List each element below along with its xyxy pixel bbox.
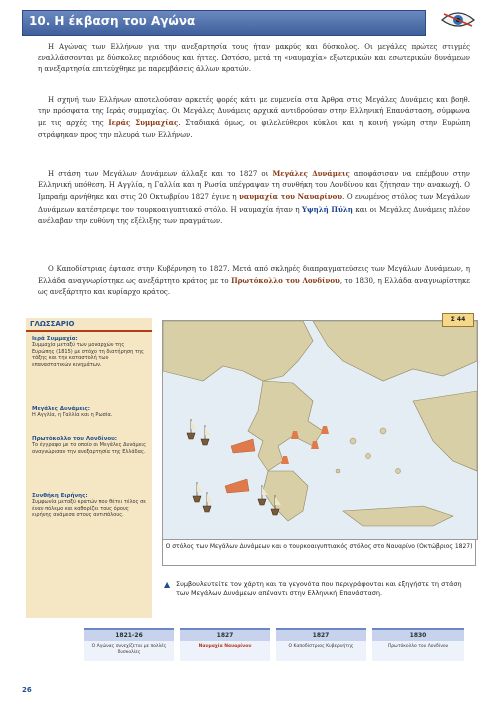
ship-icon <box>187 419 197 439</box>
glossary-definition: Συμμαχία μεταξύ των μοναρχών της Ευρώπης (1815) με στόχο τη διατήρηση της τάξης και την καταστολή των επαναστατικών κινημάτων. <box>32 342 144 368</box>
london-protocol-term: Πρωτόκολλο του Λονδίνου <box>231 276 340 286</box>
glossary-term: Πρωτόκολλο του Λονδίνου: <box>32 436 118 442</box>
paragraph-2 <box>38 95 470 141</box>
eye-logo-icon <box>440 8 476 32</box>
paragraph-2-text-b: . Σταδιακά όμως, οι φιλελεύθεροι κύκλοι και η κοινή γνώμη στην Ευρώπη στράφηκαν προς την πλευρά των Ελλήνων. <box>38 119 471 139</box>
paragraph-3-text-c: . Ο ενωμένος στόλος των Μεγάλων Δυνάμεων κατέστρεψε τον τουρκοαιγυπτιακό στόλο. Η ναυμαχία ήταν η <box>38 193 470 214</box>
holy-alliance-term: Ιεράς Συμμαχίας <box>108 118 179 128</box>
glossary-entry <box>32 336 148 368</box>
paragraph-4-text-b: , το 1830, η Ελλάδα αναγνωρίστηκε ως ανεξάρτητο και κυρίαρχο κράτος. <box>38 277 470 297</box>
timeline-event: Ο Αγώνας συνεχίζεται με πολλές δυσκολίες <box>84 641 174 661</box>
timeline-event: Ο Καποδίστριας Κυβερνήτης <box>276 641 366 661</box>
paragraph-1 <box>38 42 470 76</box>
triangle-bullet-icon: ▲ <box>164 580 171 589</box>
paragraph-3-text-d: και οι Μεγάλες Δυνάμεις πλέον ανέλαβαν την ευθύνη της εξέλιξης των πραγμάτων. <box>38 205 471 225</box>
timeline-year: 1827 <box>180 628 270 642</box>
timeline-strip <box>84 628 464 662</box>
glossary-definition: Το έγγραφο με το οποίο οι Μεγάλες Δυνάμεις αναγνώρισαν την ανεξαρτησία της Ελλάδας. <box>32 442 147 455</box>
timeline-year: 1821-26 <box>84 628 174 642</box>
map-caption: Ο στόλος των Μεγάλων Δυνάμεων και ο τουρκοαιγυπτιακός στόλος στο Ναυαρίνο (Οκτώβριος 1827) <box>162 540 476 566</box>
glossary-definition: Συμφωνία μεταξύ κρατών που θέτει τέλος σε έναν πόλεμο και καθορίζει τους όρους ειρήνης ανάμεσα στους αντιπάλους. <box>32 499 146 519</box>
timeline-event: Πρωτόκολλο του Λονδίνου <box>372 641 464 661</box>
glossary-entry <box>32 436 148 455</box>
paragraph-4-text-a: Ο Καποδίστριας έφτασε στην Κυβέρνηση το 1827. Μετά από σκληρές διαπραγματεύσεις των Μεγάλων Δυνάμεων, η Ελλάδα αναγνωρίστηκε ως ανεξάρτητο κράτος με το <box>38 265 470 286</box>
ship-icon <box>201 425 211 445</box>
glossary-definition: Η Αγγλία, η Γαλλία και η Ρωσία. <box>32 412 113 419</box>
page-number: 26 <box>22 686 32 694</box>
activity-question <box>164 580 472 598</box>
glossary-entry <box>32 406 148 419</box>
map-source-badge: Σ 44 <box>442 313 474 327</box>
glossary-box <box>26 318 152 618</box>
timeline-event: Ναυμαχία Ναυαρίνου <box>180 641 270 661</box>
navarino-term: ναυμαχία του Ναυαρίνου <box>239 192 343 202</box>
ship-icon <box>193 482 203 502</box>
glossary-term: Μεγάλες Δυνάμεις: <box>32 406 90 412</box>
timeline-year: 1827 <box>276 628 366 642</box>
glossary-title: ΓΛΩΣΣΑΡΙΟ <box>30 320 75 328</box>
paragraph-3 <box>38 168 470 227</box>
glossary-term: Συνθήκη Ειρήνης: <box>32 493 88 499</box>
activity-text: Συμβουλευτείτε τον χάρτη και τα γεγονότα που περιγράφονται και εξηγήστε τη στάση των Μεγάλων Δυνάμεων απέναντι στην Ελληνική Επανάσταση. <box>176 580 462 597</box>
paragraph-3-text-b: αποφάσισαν να επέμβουν στην Ελληνική υπόθεση. Η Αγγλία, η Γαλλία και η Ρωσία υπέγραψαν τη συνθήκη του Λονδίνου και ζήτησαν την ανακωχή. Ο Ιμπραήμ αρνήθηκε και στις 20 Οκτωβρίου 1827 έγινε η <box>38 170 470 202</box>
ship-icon <box>203 492 213 512</box>
glossary-divider <box>26 330 152 332</box>
glossary-term: Ιερά Συμμαχία: <box>32 336 78 342</box>
battle-map <box>162 320 478 540</box>
timeline-year: 1830 <box>372 628 464 642</box>
paragraph-1-text: Η Αγώνας των Ελλήνων για την ανεξαρτησία τους ήταν μακρύς και δύσκολος. Οι μεγάλες πρώτες στιγμές εναλλάσσονται με δύσκολες περιόδους και ήττες. Ωστόσο, μετά τη «ναυμαχία» εξωτερικών και εσωτερικών δυνάμεων η ανεξαρτησία επιτεύχθηκε με παρεμβάσεις άλλων κρατών. <box>38 43 470 74</box>
great-powers-term: Μεγάλες Δυνάμεις <box>272 169 350 178</box>
glossary-entry <box>32 493 148 519</box>
paragraph-4 <box>38 264 470 299</box>
paragraph-3-text-a: Η στάση των Μεγάλων Δυνάμεων άλλαξε και το 1827 οι <box>48 170 273 178</box>
sublime-porte-term: Υψηλή Πύλη <box>302 204 353 214</box>
chapter-header <box>22 10 426 36</box>
paragraph-2-text-a: Η σχηνή των Ελλήνων αποτελούσαν αρκετές φορές κάτι με ευμενεία στα Άρθρα στις Μεγάλες Δυνάμεις και βοηθ. την πρόσφατα της Ιεράς συμμαχίας. Οι Μεγάλες Δυνάμεις αρχικά αντιδρούσαν στην Ελληνική Επανάσταση, σύμφωνα με τις αρχές της <box>38 96 470 128</box>
chapter-title: 10. Η έκβαση του Αγώνα <box>29 14 196 28</box>
greece-map-illustration <box>163 321 477 539</box>
